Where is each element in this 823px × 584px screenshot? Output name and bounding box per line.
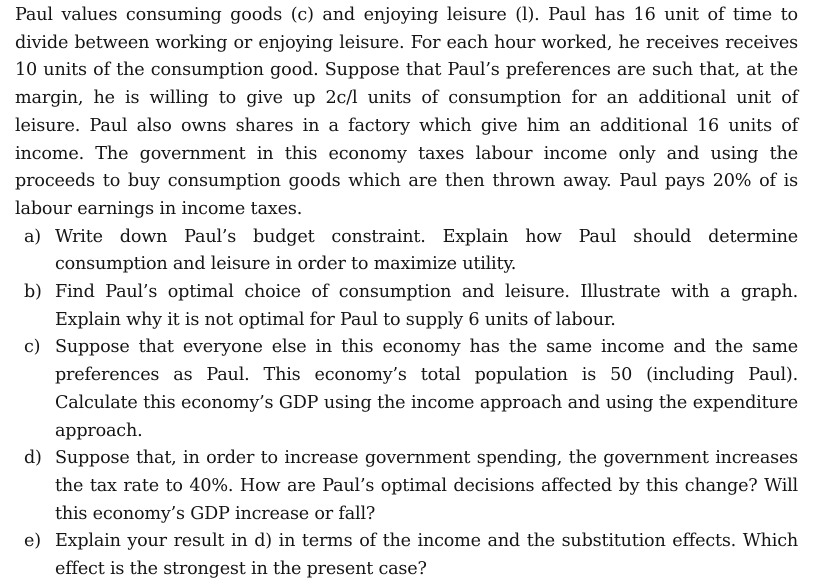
question-text: Suppose that everyone else in this economy has the same income and the same preferences as Paul. This economy’s total population is 50 (including Paul). Calculate this economy’s GDP using the income approach and using the expenditure approach. (55, 337, 798, 441)
question-label: b) (24, 282, 42, 303)
question-item (15, 445, 798, 528)
question-item (15, 224, 798, 279)
question-text: Suppose that, in order to increase government spending, the government increases the tax rate to 40%. How are Paul’s optimal decisions affected by this change? Will this economy’s GDP increase or fall? (55, 448, 798, 524)
question-text: Explain your result in d) in terms of the income and the substitution effects. Which effect is the strongest in the present case? (55, 531, 798, 580)
question-text: Find Paul’s optimal choice of consumption and leisure. Illustrate with a graph. Explain why it is not optimal for Paul to supply 6 units of labour. (55, 282, 798, 330)
question-item (15, 528, 798, 583)
question-label: a) (24, 226, 41, 247)
question-item (15, 279, 798, 334)
question-label: e) (24, 531, 41, 552)
question-text: Write down Paul’s budget constraint. Explain how Paul should determine consumption and leisure in order to maximize utility. (55, 226, 798, 275)
question-label: d) (24, 448, 42, 469)
problem-document (15, 2, 798, 584)
question-label: c) (24, 337, 41, 358)
problem-intro: Paul values consuming goods (c) and enjoying leisure (l). Paul has 16 unit of time to divide between working or enjoying leisure. For each hour worked, he receives receives 10 units of the consumption good. Suppose that Paul’s preferences are such that, at the margin, he is willing to give up 2c/l units of consumption for an additional unit of leisure. Paul also owns shares in a factory which give him an additional 16 units of income. The government in this economy taxes labour income only and using the proceeds to buy consumption goods which are then thrown away. Paul pays 20% of is labour earnings in income taxes. (15, 5, 798, 219)
question-list (15, 224, 798, 584)
question-item (15, 334, 798, 445)
